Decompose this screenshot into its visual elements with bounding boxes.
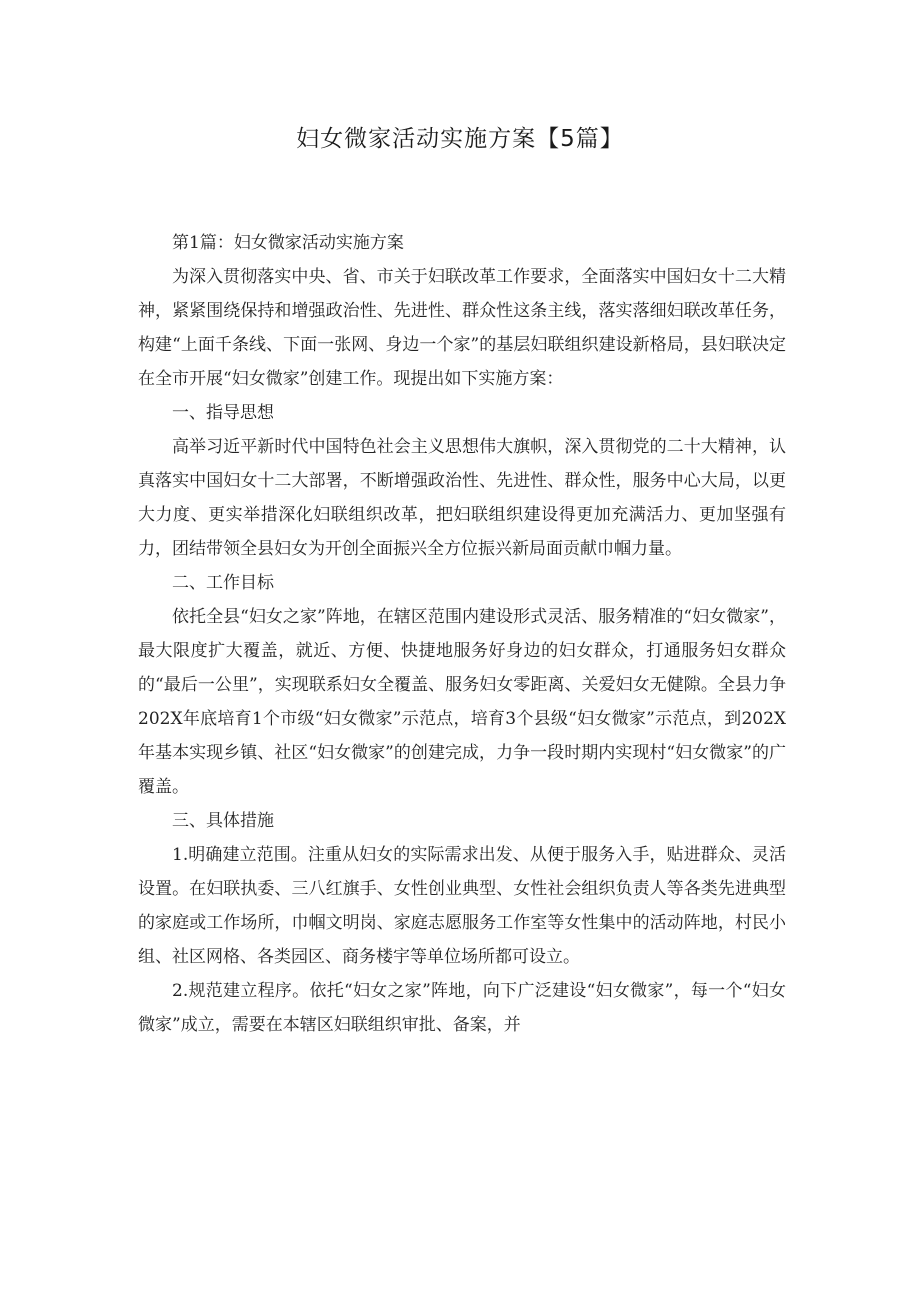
document-body (138, 226, 786, 1042)
paragraph: 2.规范建立程序。依托“妇女之家”阵地，向下广泛建设“妇女微家”，每一个“妇女微家”成立，需要在本辖区妇联组织审批、备案，并 (138, 981, 786, 1035)
section-heading: 三、具体措施 (172, 811, 274, 831)
document-title: 妇女微家活动实施方案【5篇】 (296, 126, 624, 152)
section-heading: 第1篇：妇女微家活动实施方案 (172, 233, 404, 253)
paragraph: 高举习近平新时代中国特色社会主义思想伟大旗帜，深入贯彻党的二十大精神，认真落实中国妇女十二大部署，不断增强政治性、先进性、群众性，服务中心大局，以更大力度、更实举措深化妇联组织改革，把妇联组织建设得更加充满活力、更加坚强有力，团结带领全县妇女为开创全面振兴全方位振兴新局面贡献巾帼力量。 (138, 437, 786, 559)
section-heading: 二、工作目标 (172, 573, 274, 593)
paragraph: 依托全县“妇女之家”阵地，在辖区范围内建设形式灵活、服务精准的“妇女微家”，最大限度扩大覆盖，就近、方便、快捷地服务好身边的妇女群众，打通服务妇女群众的“最后一公里”，实现联系妇女全覆盖、服务妇女零距离、关爱妇女无健隙。全县力争202X年底培育1个市级“妇女微家”示范点，培育3个县级“妇女微家”示范点，到202X年基本实现乡镇、社区“妇女微家”的创建完成，力争一段时期内实现村“妇女微家”的广覆盖。 (138, 607, 786, 797)
paragraph: 为深入贯彻落实中央、省、市关于妇联改革工作要求，全面落实中国妇女十二大精神，紧紧围绕保持和增强政治性、先进性、群众性这条主线，落实落细妇联改革任务，构建“上面千条线、下面一张网、身边一个家”的基层妇联组织建设新格局，县妇联决定在全市开展“妇女微家”创建工作。现提出如下实施方案： (138, 267, 786, 389)
section-heading: 一、指导思想 (172, 403, 274, 423)
paragraph: 1.明确建立范围。注重从妇女的实际需求出发、从便于服务入手，贴进群众、灵活设置。在妇联执委、三八红旗手、女性创业典型、女性社会组织负责人等各类先进典型的家庭或工作场所，巾帼文明岗、家庭志愿服务工作室等女性集中的活动阵地，村民小组、社区网格、各类园区、商务楼宇等单位场所都可设立。 (138, 845, 786, 967)
